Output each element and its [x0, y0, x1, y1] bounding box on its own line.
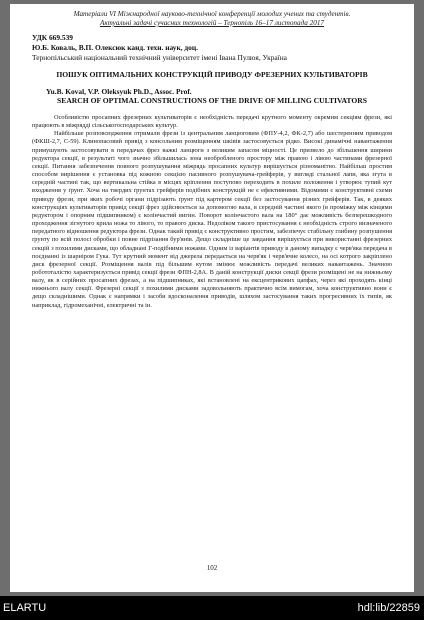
paragraph-2: Найбільше розповсюдження отримали фрези із центральним ланцюговим (ФПУ-4,2, ФК-2,7) або шестеренним приводом (ФКШ-2,7, С-59). Клинопасовий привід з консольним розміщенням шківів застосовується рідко. Високі динамічні навантаження примушують застосовувати в передачах фрез важкі ланцюги з великим запасом міцності. Це призвело до збільшення ширини редуктора секції, в результаті чого значно збільшилась зона необробленого простору між правою і лівою частинами фрезерної секції. Питання забезпечення повного розпушування міжрядь просапних культур вирішується різноманітно. Найбільш простим способом вирішення є установка під кожною секцією пасивного розпушувача-грейферів, у вигляді стальної лапи, яка згута в середній частині так, що вертикальна стійка в місцях кріплення поступово переходить в похиле положення і утворює тупий кут входження у ґрунт. Хоча на твердих ґрунтах грейферів подібних конструкцій не є ефективними. Відомими є конструктивні схеми приводу фрези, при яких робочі органи підрізають ґрунт під картером секції без застосування різних грейферів. Так, в деяких конструкціях культиваторів привід секції фрез здійснюється за допомогою вала, в середній частині якого (в проміжку між кінцями редуктором і опорним підшипником) є колінчастий вигин. Поворот колінчастого вала на 180° дає можливість безперешкодного проходження зігнутого крила ножа то лівого, то правого диска. Недоліком такого пристосування є необхідність строго визначеного передатного відношення редуктора фрези. Однак такий привід є конструктивно простим, забезпечує стабільну глибину розпушення ґрунту по всій полосі обробки і повне підрізання бур'янів. Дещо складніше це завдання вирішується при використанні фрезерних секцій з похилими дисками, що обладнані Г-подібними ножами. Одним із варіантів приводу в даному випадку є черв'яка передача в поєднанні із шарніром Гука. Тут крутний момент від джерела передається на черв'як і черв'ячне колесо, на осі котрого закріплено диск фрезерної секції. Розміщення валів під більшим кутом змінює можливість передачі великих навантажень. Значною робототалістю характеризується привід секції фрези ФПН-2,8А. В даній конструкції диски секції фрези розміщені не на нижньому валу, як в серійних просапних фрезах, а на підшипниках, які встановлені на ексцентрикових цапфах, через які проходять кінці нижнього валу секції. Фрезерні секції з похилими дисками задовольняють практично всім вимогам, хоча конструктивно вони є дещо складнішими. Однак є напрямки і засоби вдосконалення приводів, шляхом застосування таких прогресивних їх типів, як наприклад, гідромеханічні, електричні та ін.	[32, 130, 392, 309]
document-page	[10, 4, 414, 592]
conference-header	[32, 10, 392, 28]
footer-bar	[0, 596, 424, 620]
udk-code: УДК 669.539	[32, 33, 73, 42]
footer-repository-name: ELARTU	[3, 602, 47, 614]
authors-ua: Ю.Б. Коваль, В.П. Олексюк канд. техн. наук, доц.	[32, 43, 198, 52]
authors-en: Yu.B. Koval, V.P. Oleksyuk Ph.D., Assoc. Prof.	[46, 86, 192, 96]
footer-handle: hdl:lib/22859	[357, 602, 420, 614]
conference-header-line-1: Матеріали VI Міжнародної науково-технічної конференції молодих учених та студентів.	[73, 10, 351, 18]
body-text	[32, 114, 392, 310]
title-en: SEARCH OF OPTIMAL CONSTRUCTIONS OF THE DRIVE OF MILLING CULTIVATORS	[57, 95, 367, 105]
title-ua: ПОШУК ОПТИМАЛЬНИХ КОНСТРУКЦІЙ ПРИВОДУ ФРЕЗЕРНИХ КУЛЬТИВАТОРІВ	[56, 70, 368, 79]
affiliation: Тернопільський національний технічний університет імені Івана Пулюя, Україна	[32, 53, 287, 62]
page-number: 102	[206, 564, 218, 572]
paragraph-1: Особливістю просапних фрезерних культиваторів є необхідність передачі крутного моменту окремим секціям фрези, які працюють в міжрядді сільськогосподарських культур.	[32, 114, 392, 130]
conference-header-line-2: Актуальні задачі сучасних технологій – Тернопіль 16–17 листопада 2017	[99, 19, 325, 27]
